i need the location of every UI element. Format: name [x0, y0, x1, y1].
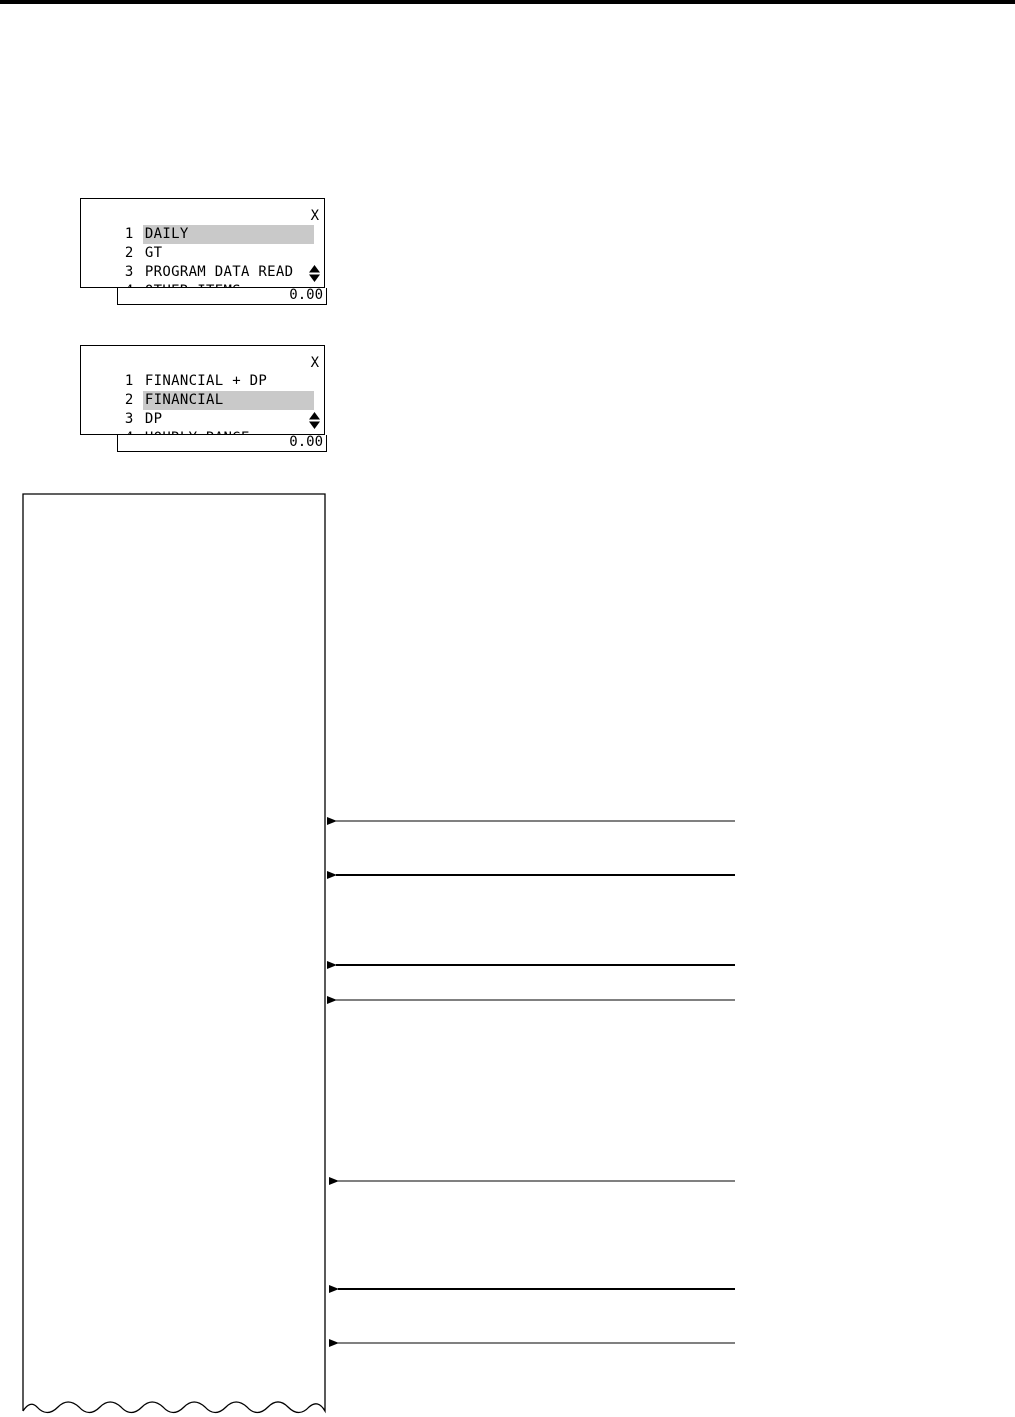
menu-item-label: PROGRAM DATA READ — [144, 264, 294, 280]
menu-item-number: 1 — [124, 226, 134, 242]
menu-item-label: DP — [144, 411, 163, 427]
mode-indicator: X — [310, 208, 319, 224]
menu-item-number: 2 — [124, 392, 134, 408]
menu-item-number: 3 — [124, 264, 134, 280]
amount-display: 0.00 — [117, 435, 327, 452]
menu-item-label: GT — [144, 245, 163, 261]
menu-item-label: FINANCIAL — [143, 391, 314, 410]
menu-item-number: 2 — [124, 245, 134, 261]
menu-item-label: FINANCIAL + DP — [144, 373, 268, 389]
menu-item-number: 1 — [124, 373, 134, 389]
menu-item-label: DAILY — [143, 225, 314, 244]
mode-indicator: X — [310, 355, 319, 371]
amount-display: 0.00 — [117, 288, 327, 305]
menu-item-number: 3 — [124, 411, 134, 427]
receipt-paper — [23, 494, 325, 1413]
